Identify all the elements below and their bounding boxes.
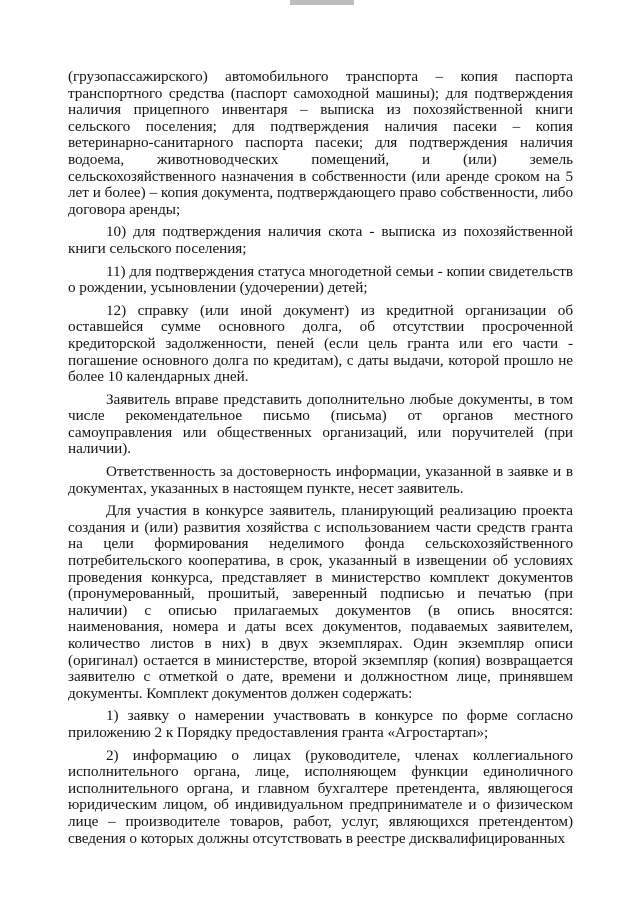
paragraph-responsibility: Ответственность за достоверность информации, указанной в заявке и в документах, указанных в настоящем пункте, несет заявитель. bbox=[68, 463, 573, 497]
paragraph-cooperative-participation: Для участия в конкурсе заявитель, планирующий реализацию проекта создания и (или) развития хозяйства с использованием части средств гранта на цели формирования неделимого фонда сельскохозяйственного потребительского кооператива, в срок, указанный в извещении об условиях проведения конкурса, представляет в министерство комплект документов (пронумерованный, прошитый, заверенный подписью и печатью (при наличии) с описью прилагаемых документов (в опись вносятся: наименования, номера и даты всех документов, подаваемых заявителем, количество листов в них) в двух экземплярах. Один экземпляр описи (оригинал) остается в министерстве, второй экземпляр (копия) возвращается заявителю с отметкой о дате, времени и должностном лице, принявшем документы. Комплект документов должен содержать: bbox=[68, 502, 573, 702]
paragraph-item-2-persons-info: 2) информацию о лицах (руководителе, членах коллегиального исполнительного органа, лице, исполняющем функции единоличного исполнительного органа, и главном бухгалтере претендента, являющегося юридическим лицом, об индивидуальном предпринимателе и о физическом лице – производителе товаров, работ, услуг, являющихся претендентом) сведения о которых должны отсутствовать в реестре дисквалифицированных bbox=[68, 746, 573, 847]
paragraph-item-1-application: 1) заявку о намерении участвовать в конкурсе по форме согласно приложению 2 к Порядку предоставления гранта «Агростартап»; bbox=[68, 707, 573, 741]
paragraph-item-12-bank-certificate: 12) справку (или иной документ) из кредитной организации об оставшейся сумме основного долга, об отсутствии просроченной кредиторской задолженности, пеней (если цель гранта или его части - погашение основного долга по кредитам), с даты выдачи, которой прошло не более 10 календарных дней. bbox=[68, 301, 573, 386]
paragraph-continuation-transport-documents: (грузопассажирского) автомобильного транспорта – копия паспорта транспортного средства (паспорт самоходной машины); для подтверждения наличия прицепного инвентаря – выписка из похозяйственной книги сельского поселения; для подтверждения наличия пасеки – копия ветеринарно-санитарного паспорта пасеки; для подтверждения наличия водоема, животноводческих помещений, и (или) земель сельскохозяйственного назначения в собственности (или аренде сроком на 5 лет и более) – копия документа, подтверждающего право собственности, либо договора аренды; bbox=[68, 68, 573, 218]
paragraph-item-11-large-family: 11) для подтверждения статуса многодетной семьи - копии свидетельств о рождении, усыновлении (удочерении) детей; bbox=[68, 262, 573, 297]
paragraph-additional-documents: Заявитель вправе представить дополнительно любые документы, в том числе рекомендательное письмо (письма) от органов местного самоуправления или общественных организаций, или поручителей (при наличии). bbox=[68, 390, 573, 458]
document-body bbox=[68, 69, 573, 847]
paragraph-item-10-livestock: 10) для подтверждения наличия скота - выписка из похозяйственной книги сельского поселения; bbox=[68, 223, 573, 257]
page-number bbox=[290, 0, 354, 5]
